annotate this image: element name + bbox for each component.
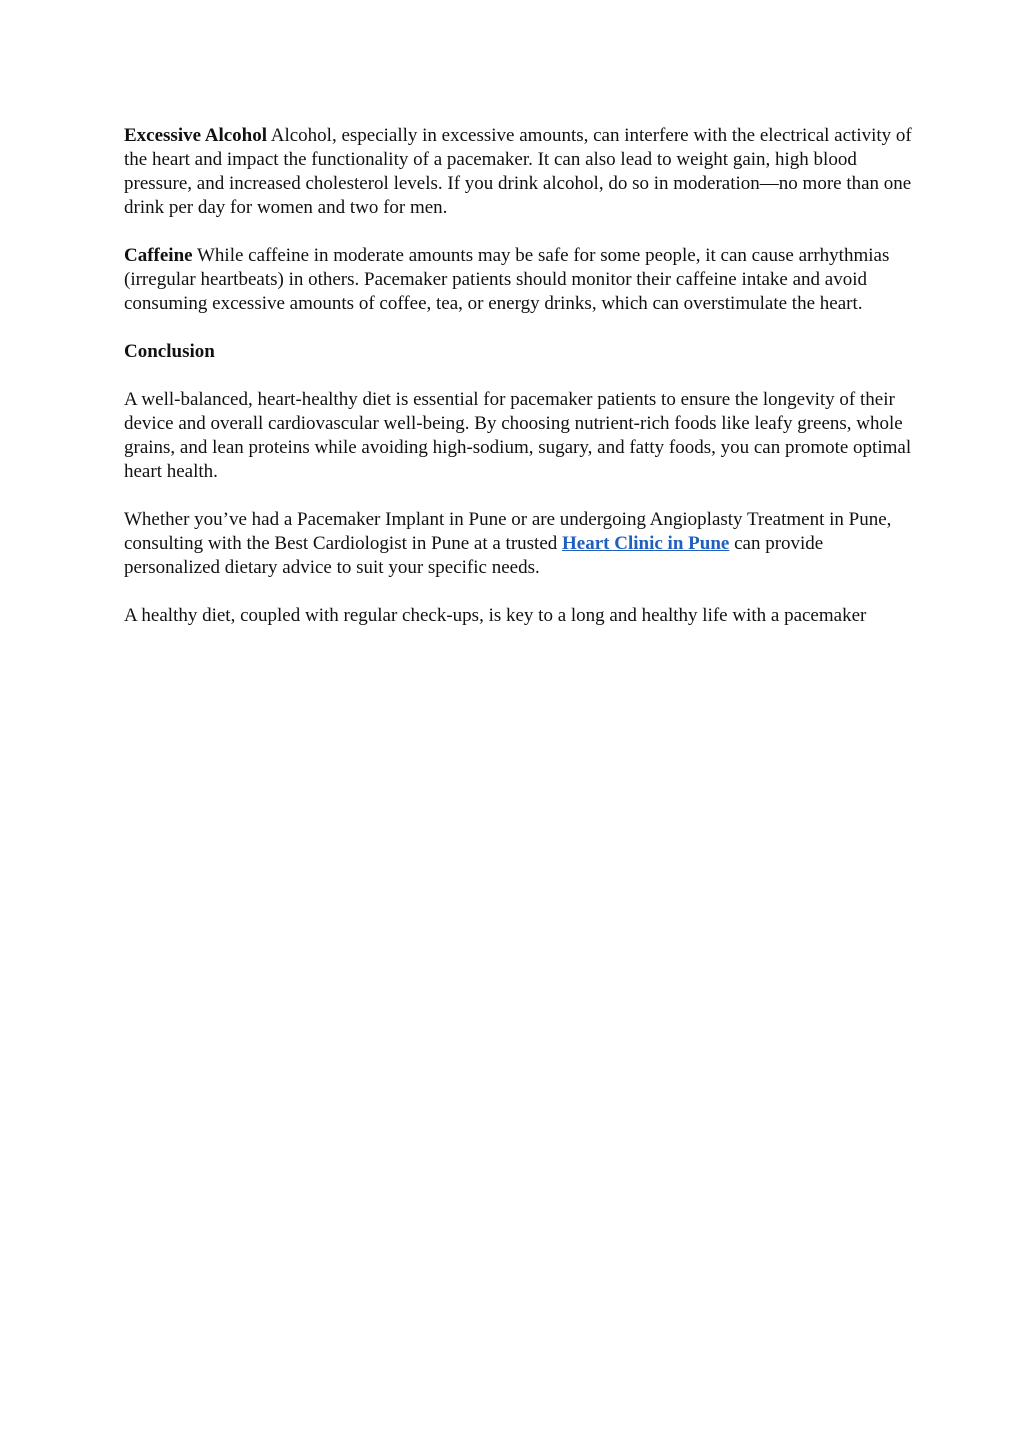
document-page: [124, 124, 914, 652]
alcohol-lead: Excessive Alcohol: [124, 125, 268, 146]
conclusion-paragraph: A well-balanced, heart-healthy diet is essential for pacemaker patients to ensure the longevity of their device and overall cardiovascular well-being. By choosing nutrient-rich foods like leafy greens, whole grains, and lean proteins while avoiding high-sodium, sugary, and fatty foods, you can promote optimal heart health.: [124, 389, 912, 482]
clinic-text-after: can provide personalized dietary advice to suit your specific needs.: [124, 533, 824, 578]
caffeine-paragraph: [124, 244, 914, 316]
clinic-paragraph: [124, 508, 914, 580]
caffeine-lead: Caffeine: [124, 245, 193, 266]
heart-clinic-link[interactable]: Heart Clinic in Pune: [562, 533, 730, 554]
conclusion-heading: Conclusion: [124, 341, 215, 362]
caffeine-text: While caffeine in moderate amounts may be safe for some people, it can cause arrhythmias (irregular heartbeats) in others. Pacemaker patients should monitor their caffeine intake and avoid consuming excessive amounts of coffee, tea, or energy drinks, which can overstimulate the heart.: [124, 245, 890, 314]
alcohol-text: Alcohol, especially in excessive amounts, can interfere with the electrical activity of the heart and impact the functionality of a pacemaker. It can also lead to weight gain, high blood pressure, and increased cholesterol levels. If you drink alcohol, do so in moderation—no more than one drink per day for women and two for men.: [124, 125, 912, 218]
closing-paragraph: A healthy diet, coupled with regular check-ups, is key to a long and healthy life with a pacemaker: [124, 605, 867, 626]
clinic-text-before: Whether you’ve had a Pacemaker Implant in Pune or are undergoing Angioplasty Treatment in Pune, consulting with the Best Cardiologist in Pune at a trusted: [124, 509, 892, 554]
alcohol-paragraph: [124, 124, 914, 220]
